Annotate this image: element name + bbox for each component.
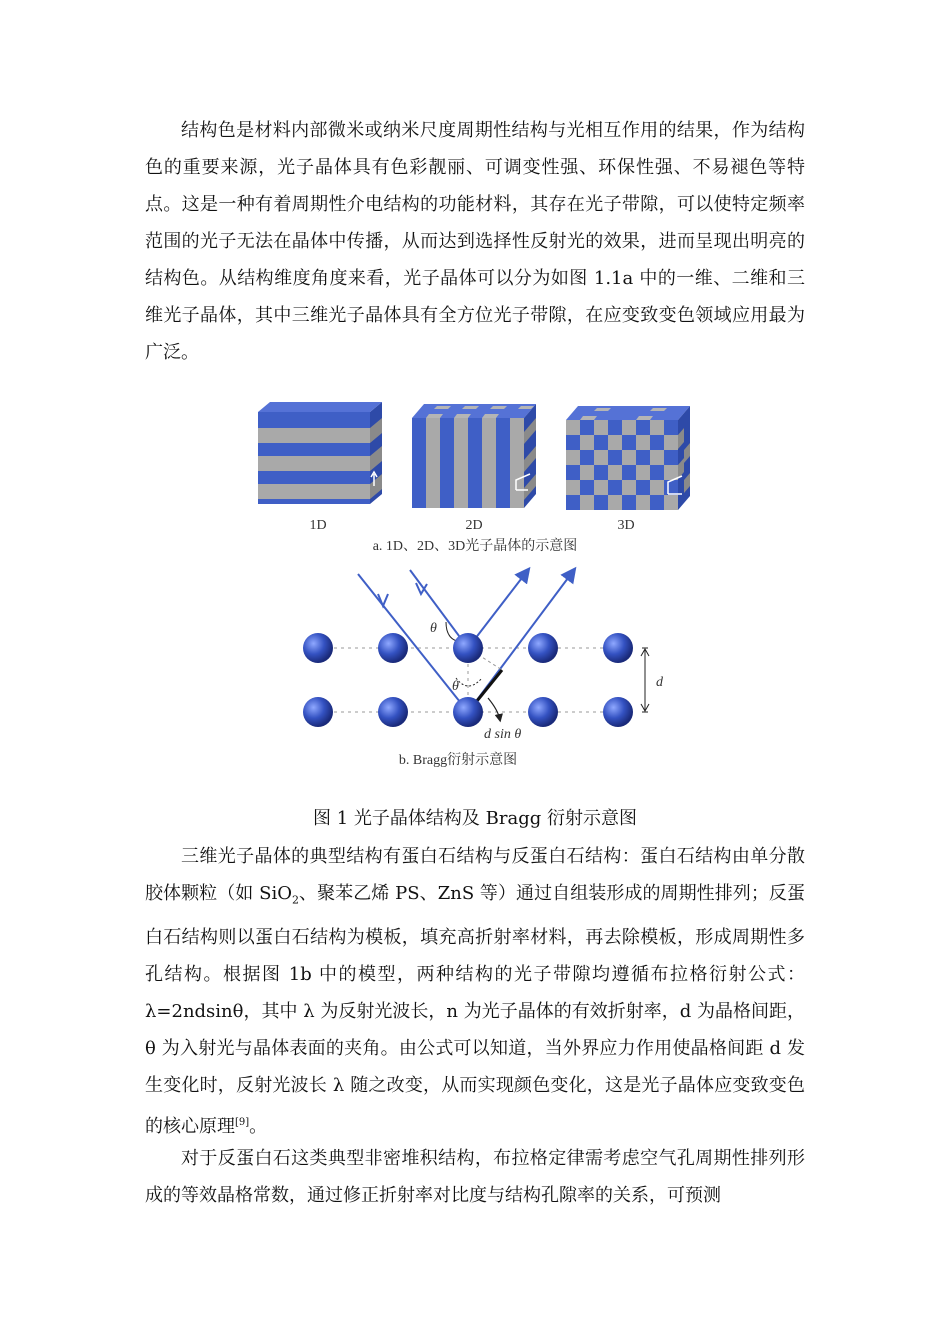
paragraph-inverse-opal: 对于反蛋白石这类典型非密堆积结构，布拉格定律需考虑空气孔周期性排列形成的等效晶格常数，通过修正折射率对比度与结构孔隙率的关系，可预测 <box>145 1148 805 1206</box>
label-2d: 2D <box>465 518 483 533</box>
theta-top: θ <box>430 621 437 636</box>
p2-subscript: 2 <box>292 893 299 907</box>
p2-text-2: 、聚苯乙烯 PS、ZnS 等）通过自组装形成的周期性排列；反蛋白石结构则以蛋白石结构为模板，填充高折射率材料，再去除模板，形成周期性多孔结构。根据图 1b 中的模型，两种结构的光子带隙均遵循布拉格衍射公式：λ=2ndsinθ，其中 λ 为反射光波长，n 为光子晶体的有效折射率，d 为晶格间距，θ 为入射光与晶体表面的夹角。由公式可以知道，当外界应力作用使晶格间距 d 发生变化时，反射光波长 λ 随之改变，从而实现颜色变化，这是光子晶体应变致变色的核心原理 <box>145 883 805 1137</box>
cube-3d <box>566 406 690 510</box>
label-dsin-theta: d sin θ <box>484 727 522 742</box>
figure-svg <box>250 398 700 778</box>
figure-photonic-crystal <box>250 398 700 778</box>
subcaption-a: a. 1D、2D、3D光子晶体的示意图 <box>372 539 578 554</box>
citation-ref: [9] <box>235 1116 250 1128</box>
label-1d: 1D <box>309 518 327 533</box>
subcaption-b: b. Bragg衍射示意图 <box>398 753 518 768</box>
cube-2d <box>412 404 536 508</box>
theta-bottom: θ <box>452 679 459 694</box>
p2-text-1: 三维光子晶体的典型结构有蛋白石结构与反蛋白石结构：蛋白石结构由单分散胶体颗粒（如 SiO <box>145 846 805 904</box>
label-3d: 3D <box>617 518 635 533</box>
figure-caption: 图 1 光子晶体结构及 Bragg 衍射示意图 <box>313 808 637 829</box>
label-d: d <box>656 675 663 690</box>
cube-1d <box>258 402 382 504</box>
paragraph-opal-structure <box>145 838 805 1145</box>
p2-text-end: 。 <box>249 1115 268 1137</box>
paragraph-intro: 结构色是材料内部微米或纳米尺度周期性结构与光相互作用的结果，作为结构色的重要来源，光子晶体具有色彩靓丽、可调变性强、环保性强、不易褪色等特点。这是一种有着周期性介电结构的功能材料，其存在光子带隙，可以使特定频率范围的光子无法在晶体中传播，从而达到选择性反射光的效果，进而呈现出明亮的结构色。从结构维度角度来看，光子晶体可以分为如图 1.1a 中的一维、二维和三维光子晶体，其中三维光子晶体具有全方位光子带隙，在应变致变色领域应用最为广泛。 <box>145 120 805 363</box>
bragg-diagram <box>303 570 649 727</box>
